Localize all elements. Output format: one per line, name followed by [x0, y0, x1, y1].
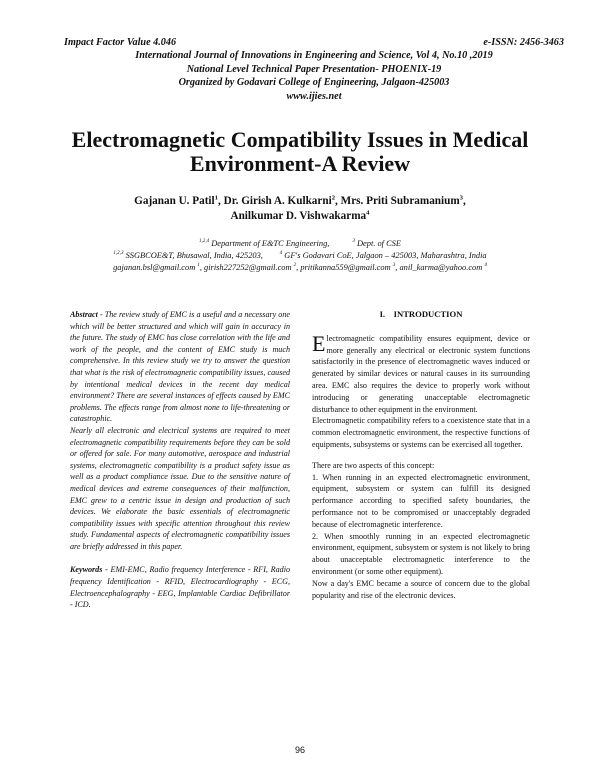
author-line-2: [60, 209, 540, 224]
email-2: , girish227252@gmail.com: [199, 263, 292, 272]
keywords-paragraph: [70, 564, 290, 610]
aff1-sup2: 3: [352, 239, 355, 245]
abstract-paragraph-2: Nearly all electronic and electrical systems are required to meet electromagnetic compatibility requirements before they can be sold or offered for sale. For many automotive, aerospace and industrial systems, electromagnetic compatibility is a product safety issue as well as a product compliance issue. Due to the sensitive nature of medical devices and extreme consequences of their malfunction, EMC grew to a centric issue in design and production of such devices. We elaborate the basic essentials of electromagnetic compatibility issues with specific attention throughout this review study. Fundamental aspects of electromagnetic compatibility issues are briefly addressed in this paper.: [70, 425, 290, 551]
intro-paragraph-1: [312, 330, 530, 416]
author-1-sup: 1: [214, 194, 219, 202]
paper-title: [40, 128, 560, 176]
affiliation-line-2: [40, 250, 560, 262]
author-1: Gajanan U. Patil: [134, 195, 215, 207]
email-4: , anil_karma@yahoo.com: [395, 263, 483, 272]
author-3-end: ,: [463, 195, 466, 207]
abstract-label: Abstract -: [70, 310, 103, 319]
journal-name: International Journal of Innovations in Engineering and Science, Vol 4, No.10 ,2019: [135, 50, 493, 62]
affiliation-line-3: [40, 262, 560, 274]
email-4-sup: 4: [484, 263, 487, 269]
aff2-sup1: 1,2,3: [113, 251, 124, 257]
email-1: gajanan.bsl@gmail.com: [113, 263, 196, 272]
author-line-1: [60, 194, 540, 209]
drop-cap: E: [312, 330, 326, 356]
email-3: , pritikanna559@gmail.com: [296, 263, 391, 272]
journal-url: www.ijies.net: [286, 90, 342, 102]
intro-text-1: lectromagnetic compatibility ensures equipment, device or more generally any electrical or electronic system functions satisfactorily in the presence of electromagnetic waves induced or generated by similar devices or natural causes in its surrounding area. EMC also requires the device to properly work without introducing or generating unacceptable electromagnetic disturbance to other equipment in the environment.: [312, 333, 530, 414]
author-2: , Dr. Girish A. Kulkarni: [218, 195, 332, 207]
keywords-gap: [70, 552, 290, 564]
left-column: [70, 309, 290, 611]
author-3-sup: 3: [459, 194, 464, 202]
paragraph-gap: [312, 451, 530, 460]
right-column: [312, 309, 530, 601]
affiliations: [40, 238, 560, 274]
intro-paragraph-3: There are two aspects of this concept:: [312, 460, 435, 470]
aff2-sup2: 4: [279, 251, 283, 257]
aff2-text1: SSGBCOE&T, Bhusawal, India, 425203,: [123, 251, 263, 260]
aff1-sup1: 1,2,4: [199, 239, 210, 245]
abstract-text-1: The review study of EMC is a useful and a necessary one which will be better structured and which will gain in accuracy in the future. The study of EMC has close correlation with the life and work of the people, and the content of EMC study is much comprehensive. In this review study we try to answer the question that what is the risk of electromagnetic compatibility issues, caused by intentional medical devices in the recent day medical environment? There are several instances of effects caused by EMC problems. The effects range from almost none to life-threatening or catastrophic.: [70, 310, 290, 424]
aff1-text2: Dept. of CSE: [354, 239, 401, 248]
organizer: Organized by Godavari College of Engineering, Jalgaon-425003: [178, 77, 450, 89]
page-header: [64, 36, 564, 103]
abstract-paragraph-1: [70, 309, 290, 425]
intro-paragraph-6: Now a day's EMC became a source of concern due to the global popularity and rise of the electronic devices.: [312, 578, 530, 600]
author-4-sup: 4: [366, 209, 370, 217]
intro-paragraph-5: 2. When smoothly running in an expected electromagnetic environment, equipment, subsystem or system is not likely to bring about unacceptable electromagnetic interference to the environment (or some other equipment).: [312, 531, 530, 576]
intro-paragraph-4: 1. When running in an expected electromagnetic environment, equipment, subsystem or system can fulfill its designed performance according to specified safety boundaries, the performance not to be compromised or unacceptably degraded because of electromagnetic interference.: [312, 472, 530, 529]
title-line-2: Environment-A Review: [189, 151, 411, 176]
section-heading-introduction: I. INTRODUCTION: [379, 309, 463, 319]
affiliation-line-1: [40, 238, 560, 250]
email-3-sup: 3: [392, 263, 396, 269]
intro-paragraph-2: Electromagnetic compatibility refers to a coexistence state that in a common electromagnetic environment, the respective functions of equipments, subsystems or systems can be exercised all together.: [312, 416, 530, 449]
keywords-text: - EMI-EMC, Radio frequency Interference - RFI, Radio frequency Identification - RFID, Electrocardiography - ECG, Electroencephalography - EEG, Implantable Cardiac Defibrillator - ICD.: [70, 565, 290, 610]
author-4: Anilkumar D. Vishwakarma: [230, 210, 367, 222]
impact-factor: Impact Factor Value 4.046: [64, 37, 177, 48]
header-top-row: [64, 36, 564, 49]
aff1-text1: Department of E&TC Engineering,: [209, 239, 330, 248]
presentation-name: National Level Technical Paper Presentation- PHOENIX-19: [186, 63, 442, 75]
issn: e-ISSN: 2456-3463: [483, 37, 564, 48]
page-number: 96: [294, 745, 305, 755]
author-3: , Mrs. Priti Subramanium: [335, 195, 460, 207]
email-2-sup: 2: [293, 263, 297, 269]
title-line-1: Electromagnetic Compatibility Issues in Medical: [71, 127, 529, 152]
author-2-sup: 2: [331, 194, 336, 202]
aff2-text2: GF's Godavari CoE, Jalgaon – 425003, Maharashtra, India: [282, 251, 487, 260]
email-1-sup: 1: [197, 263, 200, 269]
author-list: [60, 194, 540, 224]
keywords-label: Keywords: [70, 565, 103, 575]
